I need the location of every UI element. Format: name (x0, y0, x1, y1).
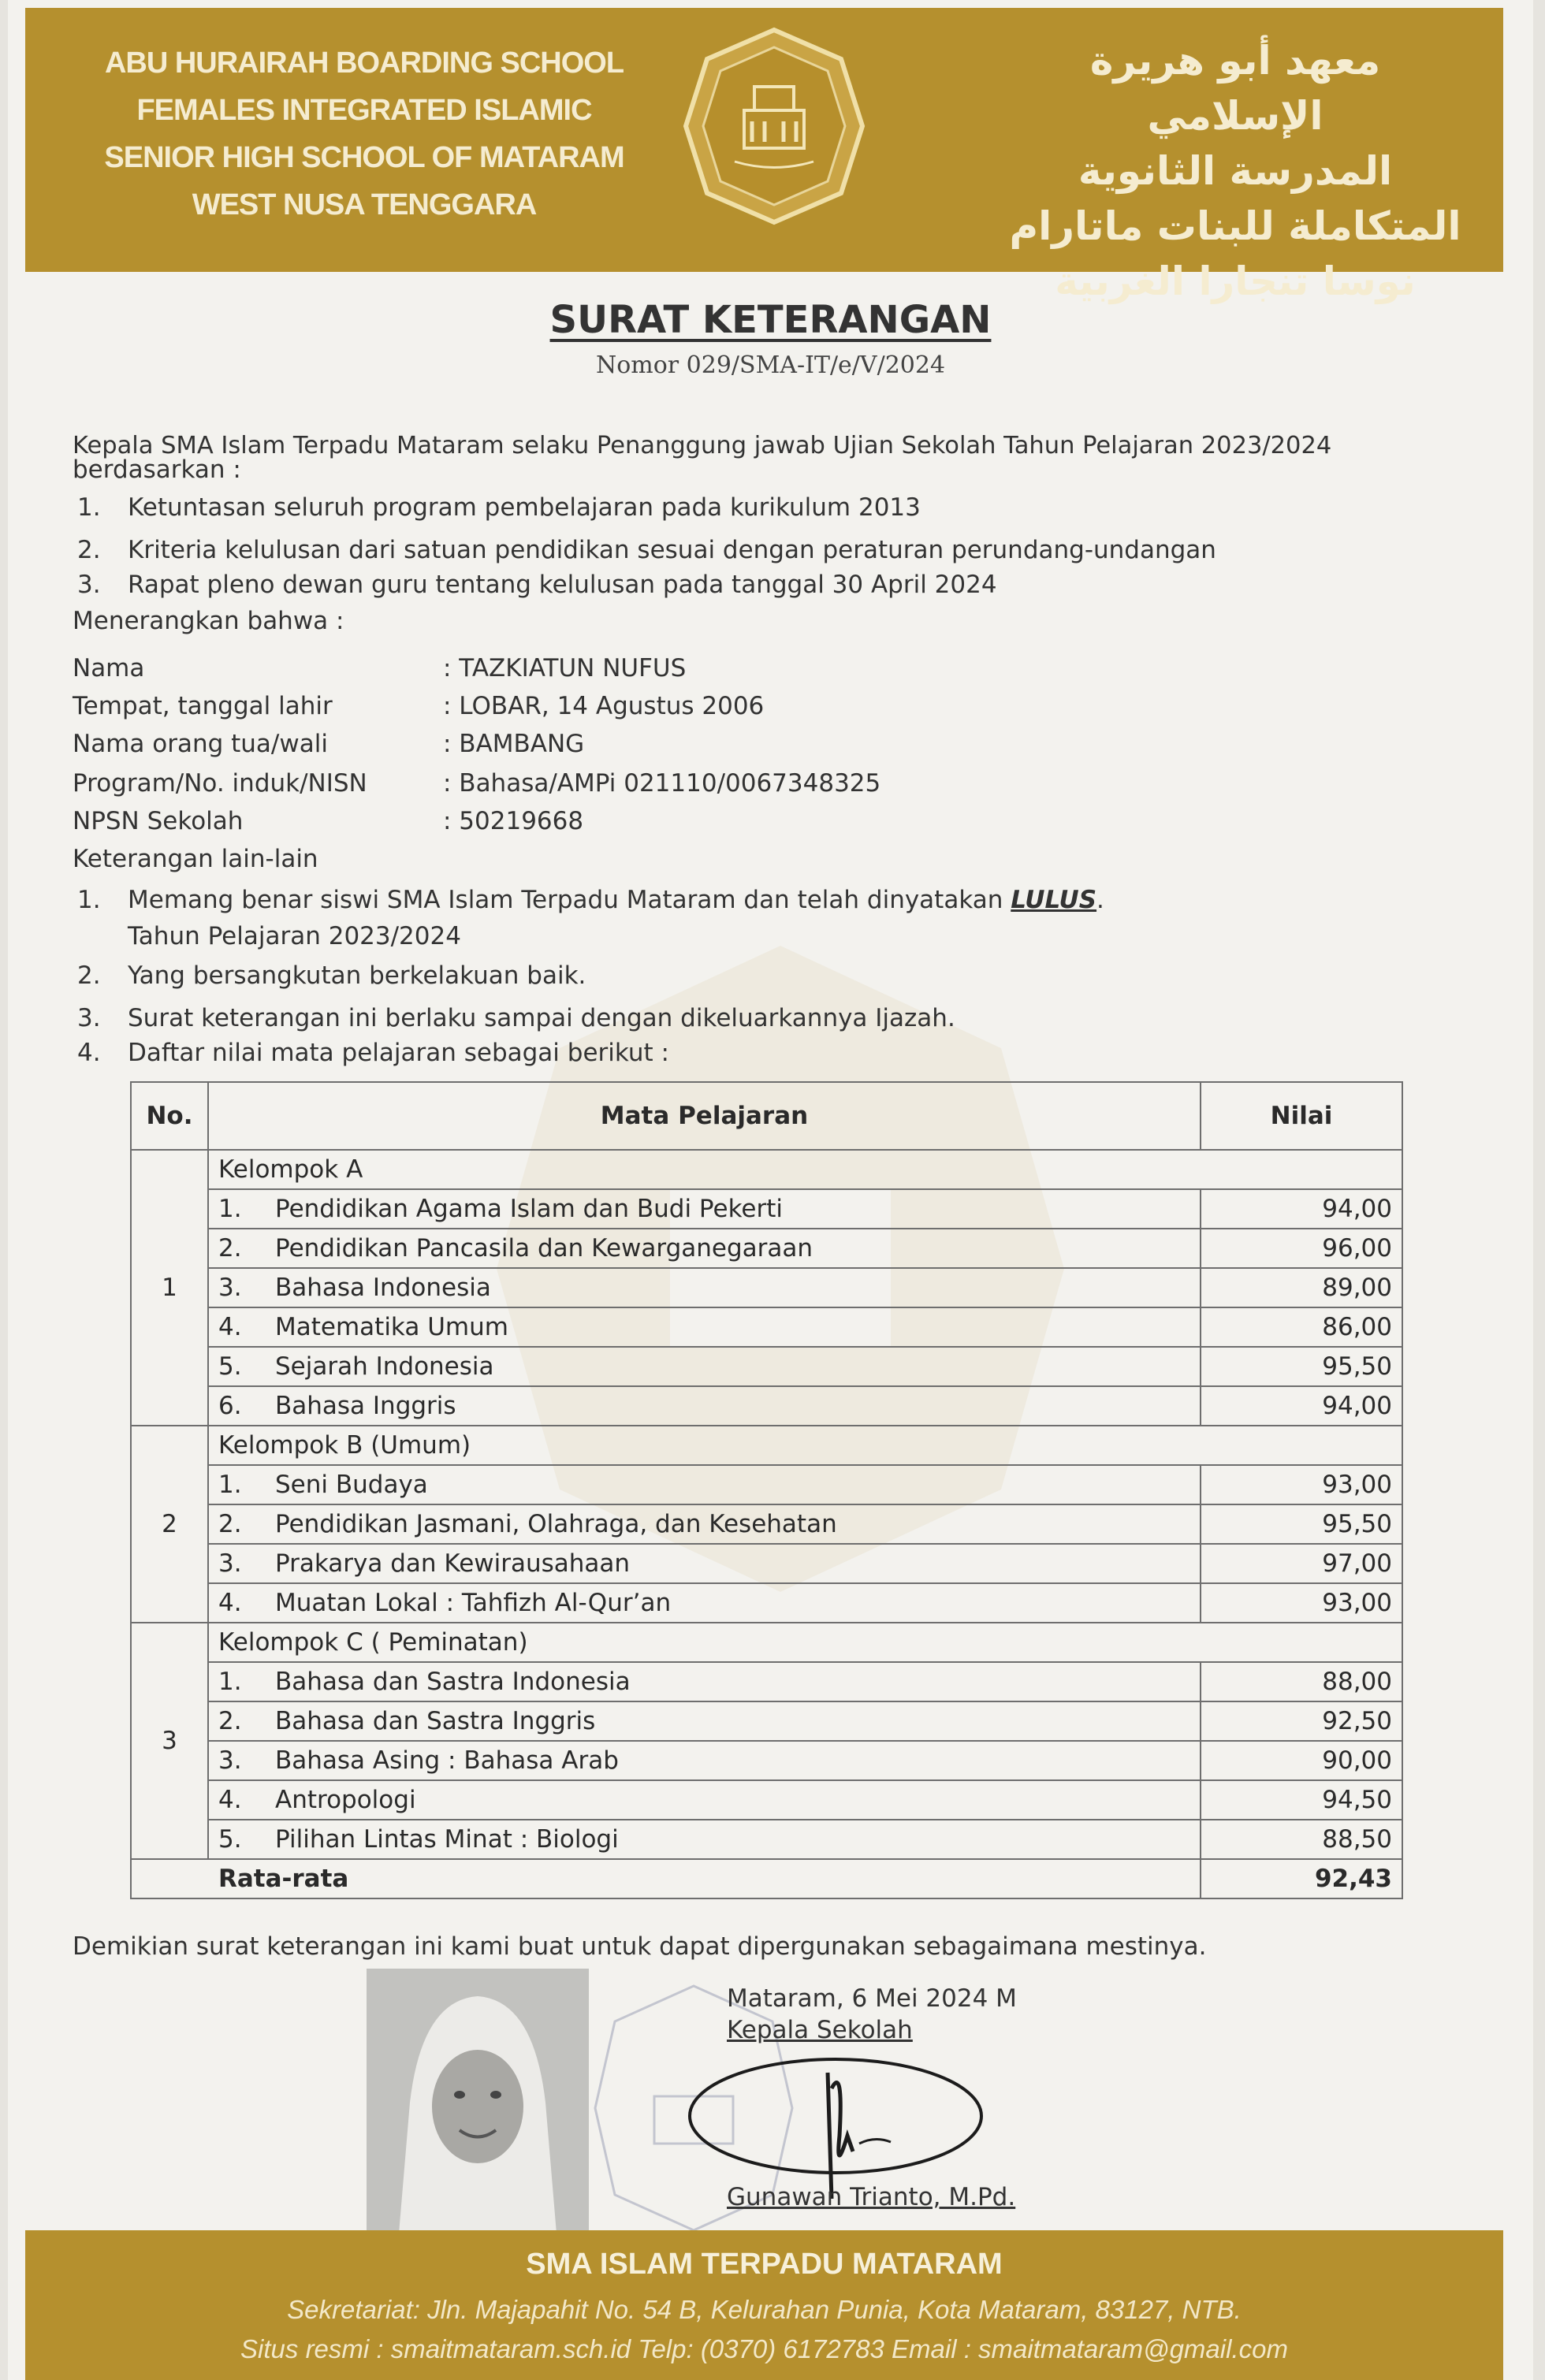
identity-value: : TAZKIATUN NUFUS (443, 654, 687, 682)
subject-number: 4. (218, 1313, 242, 1341)
document-title: SURAT KETERANGAN (549, 298, 992, 342)
table-row (131, 1386, 1402, 1426)
identity-label: Nama orang tua/wali (73, 730, 328, 758)
subject-name: Muatan Lokal : Tahfizh Al-Qur’an (275, 1589, 672, 1617)
note-number: 2. (77, 961, 101, 990)
basis-number: 1. (77, 493, 101, 522)
subject-name: Pendidikan Pancasila dan Kewarganegaraan (275, 1234, 813, 1263)
signature-place-date: Mataram, 6 Mei 2024 M (727, 1984, 1017, 2013)
score-cell: 88,50 (1201, 1820, 1402, 1859)
score-cell: 93,00 (1201, 1465, 1402, 1504)
identity-label: NPSN Sekolah (73, 807, 244, 835)
identity-label: Program/No. induk/NISN (73, 769, 367, 798)
score-cell: 97,00 (1201, 1544, 1402, 1583)
signatory-name: Gunawan Trianto, M.Pd. (727, 2183, 1016, 2211)
school-name-line: معهد أبو هريرة الإسلامي (1089, 38, 1381, 139)
table-row (131, 1504, 1402, 1544)
footer-school-name: SMA ISLAM TERPADU MATARAM (526, 2248, 1003, 2281)
subject-number: 1. (218, 1471, 242, 1499)
subject-number: 5. (218, 1825, 242, 1854)
subject-cell (208, 1386, 1201, 1426)
identity-value: : BAMBANG (443, 730, 585, 758)
note-1 (128, 886, 1104, 914)
subject-cell (208, 1780, 1201, 1820)
subject-cell (208, 1465, 1201, 1504)
column-header-score: Nilai (1201, 1082, 1402, 1150)
subject-number: 3. (218, 1274, 242, 1302)
identity-value: : LOBAR, 14 Agustus 2006 (443, 692, 765, 720)
identity-label: Nama (73, 654, 145, 682)
score-cell: 89,00 (1201, 1268, 1402, 1307)
grades-table (130, 1081, 1403, 1899)
subject-name: Bahasa Indonesia (275, 1274, 491, 1302)
footer-contact: Situs resmi : smaitmataram.sch.id Telp: (0370) 6172783 Email : smaitmataram@gmail.com (240, 2334, 1288, 2363)
table-row (131, 1820, 1402, 1859)
basis-number: 2. (77, 536, 101, 564)
subject-number: 5. (218, 1352, 242, 1381)
subject-name: Sejarah Indonesia (275, 1352, 494, 1381)
intro-line: Kepala SMA Islam Terpadu Mataram selaku Penanggung jawab Ujian Sekolah Tahun Pelajaran 2023/2024 (73, 432, 1332, 459)
school-name-line: WEST NUSA TENGGARA (192, 188, 537, 221)
basis-number: 3. (77, 571, 101, 599)
basis-text: Kriteria kelulusan dari satuan pendidikan sesuai dengan peraturan perundang-undangan (128, 536, 1216, 564)
table-row (131, 1268, 1402, 1307)
score-cell: 96,00 (1201, 1229, 1402, 1268)
subject-number: 2. (218, 1510, 242, 1538)
letter-footer (25, 2230, 1503, 2380)
school-name-line: SENIOR HIGH SCHOOL OF MATARAM (104, 141, 624, 174)
subject-number: 3. (218, 1549, 242, 1578)
group-number: 1 (131, 1150, 208, 1426)
subject-number: 1. (218, 1195, 242, 1223)
table-row (131, 1544, 1402, 1583)
group-row (131, 1623, 1402, 1662)
score-cell: 95,50 (1201, 1504, 1402, 1544)
score-cell: 86,00 (1201, 1307, 1402, 1347)
score-cell: 90,00 (1201, 1741, 1402, 1780)
letterhead (25, 8, 1503, 304)
subject-name: Pendidikan Jasmani, Olahraga, dan Kesehatan (275, 1510, 837, 1538)
note-1-text: Memang benar siswi SMA Islam Terpadu Mataram dan telah dinyatakan (128, 886, 1011, 914)
group-number: 3 (131, 1623, 208, 1859)
subject-number: 4. (218, 1589, 242, 1617)
score-cell: 92,50 (1201, 1701, 1402, 1741)
subject-cell (208, 1229, 1201, 1268)
note-number: 4. (77, 1039, 101, 1067)
school-name-english (65, 39, 664, 229)
signature-role: Kepala Sekolah (727, 2016, 913, 2044)
table-header-row (131, 1082, 1402, 1150)
average-value: 92,43 (1201, 1859, 1402, 1898)
lulus-status: LULUS (1011, 886, 1097, 914)
table-row (131, 1583, 1402, 1623)
subject-name: Bahasa Inggris (275, 1392, 456, 1420)
column-header-no: No. (131, 1082, 208, 1150)
group-row (131, 1150, 1402, 1189)
intro-line: berdasarkan : (73, 456, 241, 484)
group-name: Kelompok B (Umum) (208, 1426, 1402, 1465)
group-name: Kelompok C ( Peminatan) (208, 1623, 1402, 1662)
note-2: Yang bersangkutan berkelakuan baik. (128, 961, 586, 990)
identity-value: : 50219668 (443, 807, 584, 835)
subject-cell (208, 1544, 1201, 1583)
subject-cell (208, 1662, 1201, 1701)
footer-address: Sekretariat: Jln. Majapahit No. 54 B, Kelurahan Punia, Kota Mataram, 83127, NTB. (287, 2295, 1242, 2324)
group-number: 2 (131, 1426, 208, 1623)
note-3: Surat keterangan ini berlaku sampai dengan dikeluarkannya Ijazah. (128, 1004, 955, 1032)
notes-heading: Keterangan lain-lain (73, 845, 318, 873)
subject-cell (208, 1504, 1201, 1544)
table-row (131, 1307, 1402, 1347)
subject-name: Matematika Umum (275, 1313, 508, 1341)
score-cell: 95,50 (1201, 1347, 1402, 1386)
subject-number: 2. (218, 1234, 242, 1263)
school-name-line: ABU HURAIRAH BOARDING SCHOOL (104, 46, 624, 80)
group-name: Kelompok A (208, 1150, 1402, 1189)
school-name-arabic (999, 33, 1472, 309)
average-row (131, 1859, 1402, 1898)
score-cell: 94,00 (1201, 1386, 1402, 1426)
subject-name: Pendidikan Agama Islam dan Budi Pekerti (275, 1195, 784, 1223)
subject-number: 4. (218, 1786, 242, 1814)
closing-text: Demikian surat keterangan ini kami buat untuk dapat dipergunakan sebagaimana mestinya. (73, 1932, 1207, 1961)
note-4: Daftar nilai mata pelajaran sebagai berikut : (128, 1039, 669, 1067)
subject-name: Prakarya dan Kewirausahaan (275, 1549, 631, 1578)
subject-number: 2. (218, 1707, 242, 1735)
score-cell: 94,50 (1201, 1780, 1402, 1820)
table-row (131, 1189, 1402, 1229)
school-name-line: نوسا تنجارا الغربية (1055, 258, 1416, 304)
subject-name: Bahasa dan Sastra Indonesia (275, 1668, 631, 1696)
table-row (131, 1780, 1402, 1820)
subject-number: 3. (218, 1746, 242, 1775)
table-row (131, 1229, 1402, 1268)
subject-cell (208, 1268, 1201, 1307)
school-name-line: المتكاملة للبنات ماتارام (1009, 203, 1461, 249)
table-row (131, 1465, 1402, 1504)
basis-text: Rapat pleno dewan guru tentang kelulusan pada tanggal 30 April 2024 (128, 571, 997, 599)
document-number: Nomor 029/SMA-IT/e/V/2024 (595, 351, 946, 379)
school-logo-icon (679, 24, 869, 229)
subject-cell (208, 1307, 1201, 1347)
identity-label: Tempat, tanggal lahir (73, 692, 333, 720)
note-number: 1. (77, 886, 101, 914)
note-number: 3. (77, 1004, 101, 1032)
subject-cell (208, 1701, 1201, 1741)
score-cell: 88,00 (1201, 1662, 1402, 1701)
subject-name: Bahasa Asing : Bahasa Arab (275, 1746, 619, 1775)
subject-name: Antropologi (275, 1786, 416, 1814)
table-row (131, 1347, 1402, 1386)
score-cell: 93,00 (1201, 1583, 1402, 1623)
subject-cell (208, 1189, 1201, 1229)
subject-cell (208, 1347, 1201, 1386)
subject-cell (208, 1741, 1201, 1780)
subject-number: 1. (218, 1668, 242, 1696)
school-name-line: المدرسة الثانوية (1078, 148, 1393, 194)
table-row (131, 1662, 1402, 1701)
subject-name: Seni Budaya (275, 1471, 428, 1499)
note-1-line2: Tahun Pelajaran 2023/2024 (128, 922, 461, 950)
group-row (131, 1426, 1402, 1465)
average-label: Rata-rata (131, 1859, 1201, 1898)
subject-cell (208, 1583, 1201, 1623)
subject-number: 6. (218, 1392, 242, 1420)
subject-cell (208, 1820, 1201, 1859)
column-header-subject: Mata Pelajaran (208, 1082, 1201, 1150)
student-photo (367, 1969, 589, 2243)
basis-text: Ketuntasan seluruh program pembelajaran pada kurikulum 2013 (128, 493, 921, 522)
note-1-end: . (1096, 886, 1104, 914)
school-name-line: FEMALES INTEGRATED ISLAMIC (136, 94, 592, 127)
table-row (131, 1701, 1402, 1741)
table-row (131, 1741, 1402, 1780)
subject-name: Pilihan Lintas Minat : Biologi (275, 1825, 619, 1854)
menerangkan-text: Menerangkan bahwa : (73, 607, 344, 635)
document-page (8, 0, 1533, 2380)
score-cell: 94,00 (1201, 1189, 1402, 1229)
identity-value: : Bahasa/AMPi 021110/0067348325 (443, 769, 881, 798)
subject-name: Bahasa dan Sastra Inggris (275, 1707, 596, 1735)
